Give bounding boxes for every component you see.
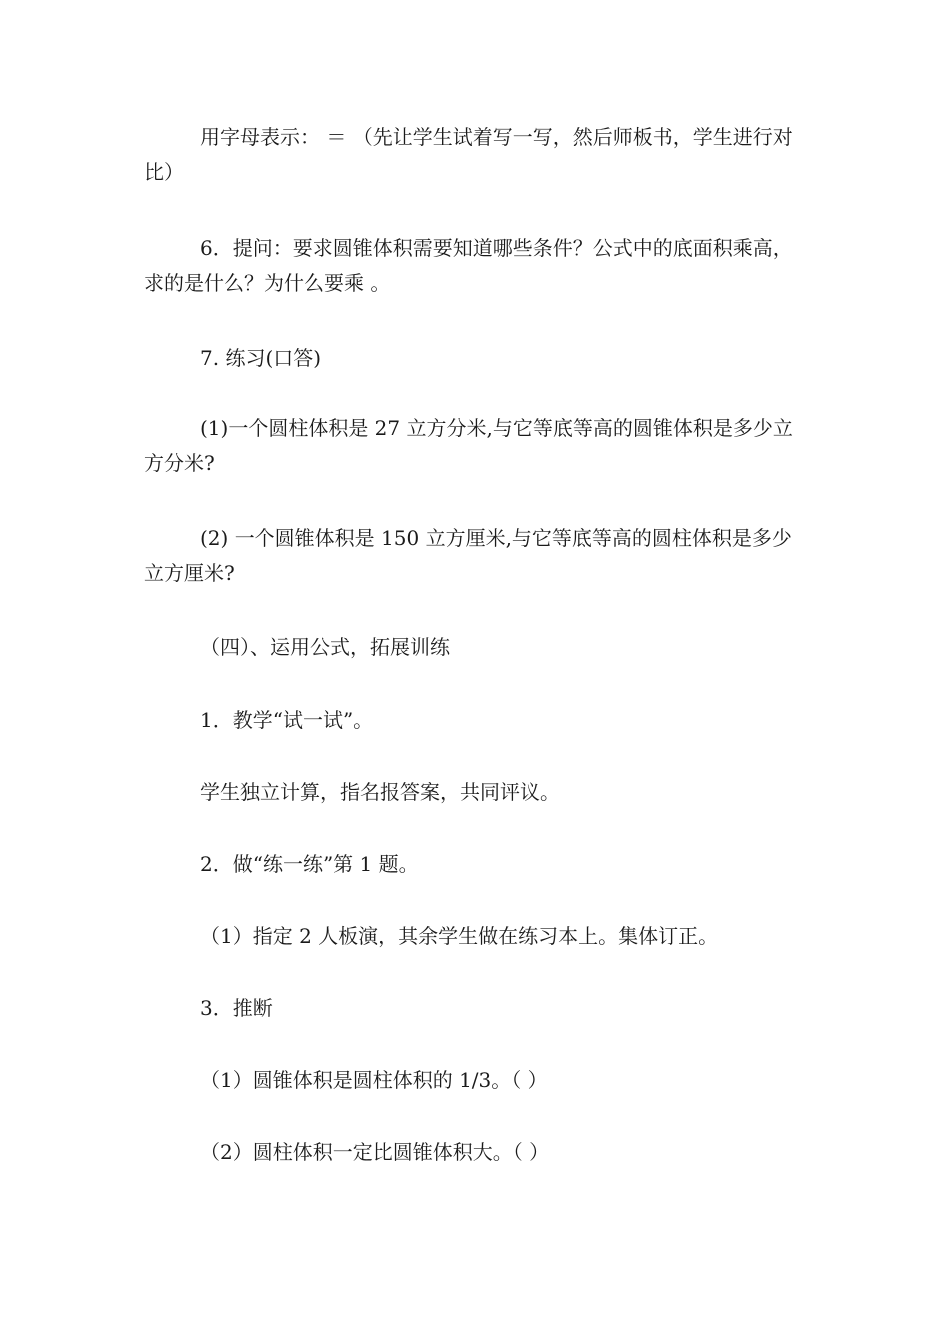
paragraph-practice-1: 2．做“练一练”第 1 题。	[200, 852, 419, 876]
paragraph-formula-letters: 用字母表示： ＝ （先让学生试着写一写，然后师板书，学生进行对比）	[144, 125, 793, 184]
paragraph-judge-item-2: （2）圆柱体积一定比圆锥体积大。（ ）	[200, 1140, 550, 1164]
paragraph-exercise-7: 7. 练习(口答)	[200, 346, 322, 370]
paragraph-exercise-7-item-1: (1)一个圆柱体积是 27 立方分米,与它等底等高的圆锥体积是多少立方分米?	[144, 416, 793, 475]
paragraph-judge-item-1: （1）圆锥体积是圆柱体积的 1/3。（ ）	[200, 1068, 548, 1092]
paragraph-board-demo: （1）指定 2 人板演，其余学生做在练习本上。集体订正。	[200, 924, 719, 948]
paragraph-judge-heading: 3．推断	[200, 996, 273, 1020]
paragraph-independent-calc: 学生独立计算，指名报答案，共同评议。	[200, 780, 560, 804]
paragraph-question-6: 6．提问：要求圆锥体积需要知道哪些条件？公式中的底面积乘高，求的是什么？为什么要乘 。	[144, 236, 793, 295]
section-heading-four: （四）、运用公式，拓展训练	[200, 635, 450, 659]
paragraph-exercise-7-item-2: (2) 一个圆锥体积是 150 立方厘米,与它等底等高的圆柱体积是多少立方厘米?	[144, 526, 792, 585]
paragraph-teach-try: 1．教学“试一试”。	[200, 708, 374, 732]
